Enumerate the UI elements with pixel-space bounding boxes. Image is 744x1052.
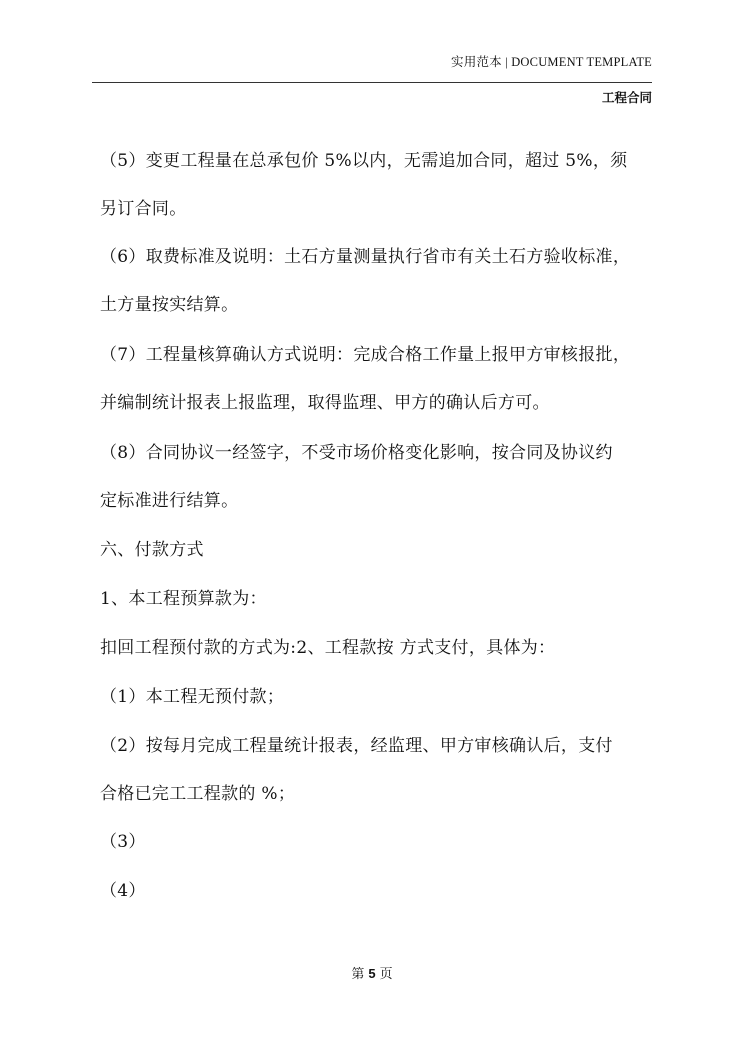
footer-suffix: 页 [379, 967, 393, 982]
list-item: （3） [100, 832, 146, 852]
section-heading: 六、付款方式 [100, 540, 204, 560]
body-line: 土方量按实结算。 [100, 295, 239, 315]
body-line: （5）变更工程量在总承包价 5%以内，无需追加合同，超过 5%，须 [100, 151, 628, 171]
body-line: （7）工程量核算确认方式说明：完成合格工作量上报甲方审核报批， [100, 345, 631, 365]
header-subtitle: 工程合同 [601, 90, 652, 105]
list-item: （2）按每月完成工程量统计报表，经监理、甲方审核确认后，支付 [100, 736, 613, 756]
body-line: 并编制统计报表上报监理，取得监理、甲方的确认后方可。 [100, 393, 550, 413]
list-item: （1）本工程无预付款； [100, 687, 285, 707]
body-line: 1、本工程预算款为： [100, 589, 267, 609]
body-line: 定标准进行结算。 [100, 491, 239, 511]
header-divider [92, 82, 652, 83]
body-line: （6）取费标准及说明：土石方量测量执行省市有关土石方验收标准， [100, 247, 631, 267]
footer-prefix: 第 [351, 967, 365, 982]
body-line: 扣回工程预付款的方式为:2、工程款按 方式支付，具体为： [100, 638, 556, 658]
list-item: （4） [100, 881, 146, 901]
page-footer [0, 963, 744, 982]
body-line: 另订合同。 [100, 199, 187, 219]
header-title: 实用范本 | DOCUMENT TEMPLATE [451, 55, 652, 69]
body-line: （8）合同协议一经签字，不受市场价格变化影响，按合同及协议约 [100, 443, 613, 463]
body-line: 合格已完工工程款的 %； [100, 784, 296, 804]
page-number: 5 [368, 966, 376, 981]
